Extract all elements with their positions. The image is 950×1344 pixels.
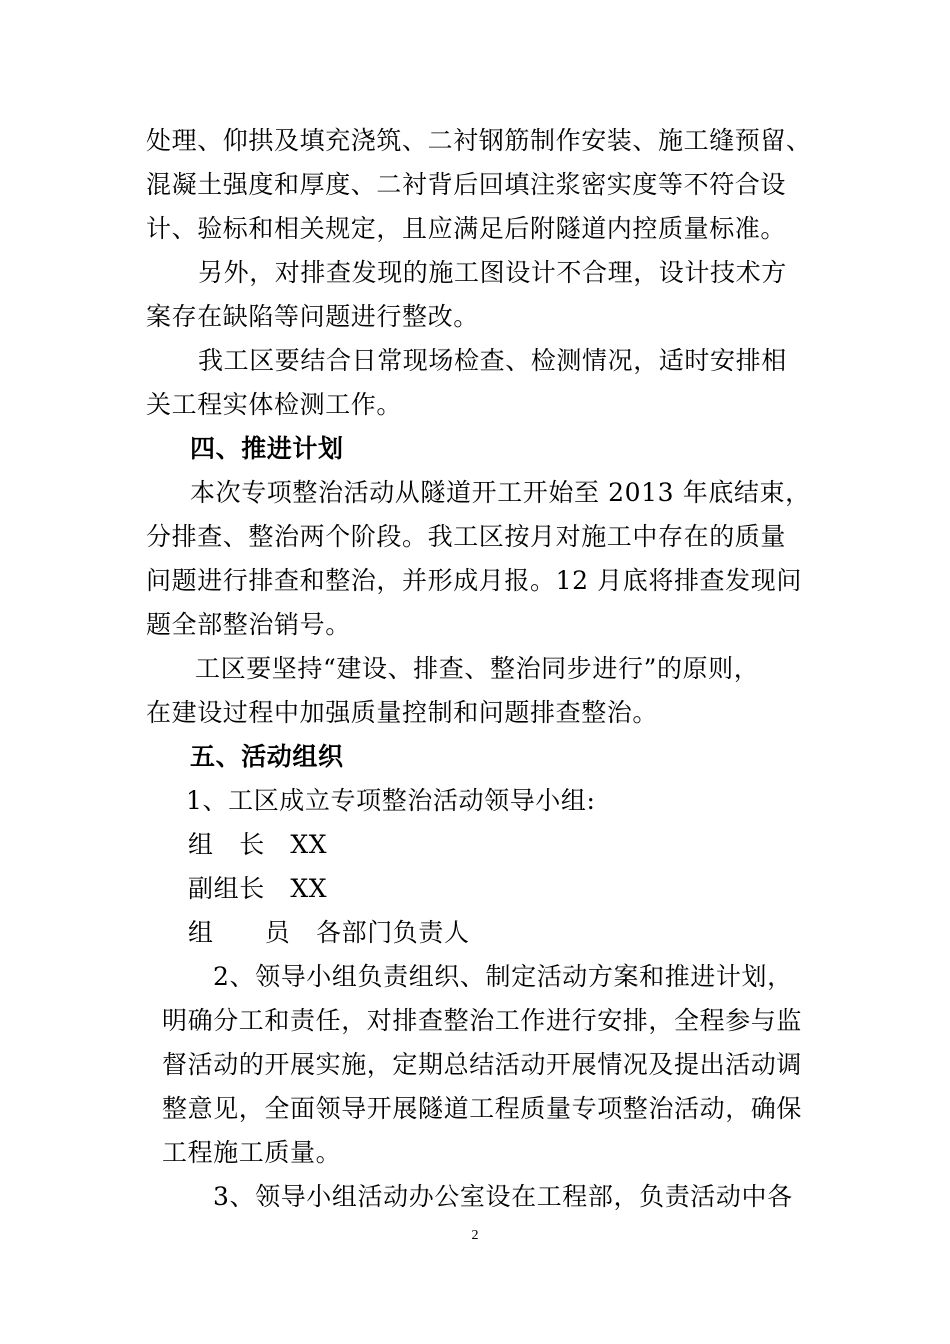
body-text-line: 处理、仰拱及填充浇筑、二衬钢筋制作安装、施工缝预留、 (146, 126, 812, 155)
body-text-line: 在建设过程中加强质量控制和问题排查整治。 (146, 698, 659, 727)
team-member-line: 组 长 XX (188, 830, 328, 859)
body-text-line: 明确分工和责任，对排查整治工作进行安排，全程参与监 (162, 1006, 803, 1035)
body-text-line: 2、领导小组负责组织、制定活动方案和推进计划， (213, 962, 793, 991)
body-text-line: 3、领导小组活动办公室设在工程部，负责活动中各 (213, 1182, 793, 1211)
body-text-line: 混凝土强度和厚度、二衬背后回填注浆密实度等不符合设 (146, 170, 787, 199)
body-text-line: 我工区要结合日常现场检查、检测情况，适时安排相 (198, 346, 787, 375)
body-text-line: 关工程实体检测工作。 (146, 390, 403, 419)
body-text-line: 督活动的开展实施，定期总结活动开展情况及提出活动调 (162, 1050, 803, 1079)
page-number: 2 (471, 1228, 479, 1243)
body-text-line: 工区要坚持“建设、排查、整治同步进行”的原则， (195, 654, 760, 683)
section-heading: 五、活动组织 (190, 742, 344, 771)
body-text-line: 工程施工质量。 (162, 1138, 342, 1167)
body-text-line: 案存在缺陷等问题进行整改。 (146, 302, 479, 331)
body-text-line: 分排查、整治两个阶段。我工区按月对施工中存在的质量 (146, 522, 787, 551)
section-heading: 四、推进计划 (190, 434, 344, 463)
body-text-line: 题全部整治销号。 (146, 610, 351, 639)
body-text-line: 1、工区成立专项整治活动领导小组: (186, 786, 596, 815)
body-text-line: 本次专项整治活动从隧道开工开始至 2013 年底结束， (190, 478, 811, 507)
team-member-line: 副组长 XX (188, 874, 328, 903)
body-text-line: 计、验标和相关规定，且应满足后附隧道内控质量标准。 (146, 214, 787, 243)
body-text-line: 整意见，全面领导开展隧道工程质量专项整治活动，确保 (162, 1094, 803, 1123)
body-text-line: 问题进行排查和整治，并形成月报。12 月底将排查发现问 (146, 566, 802, 595)
body-text-line: 另外，对排查发现的施工图设计不合理，设计技术方 (198, 258, 787, 287)
team-member-line: 组 员 各部门负责人 (188, 918, 470, 947)
